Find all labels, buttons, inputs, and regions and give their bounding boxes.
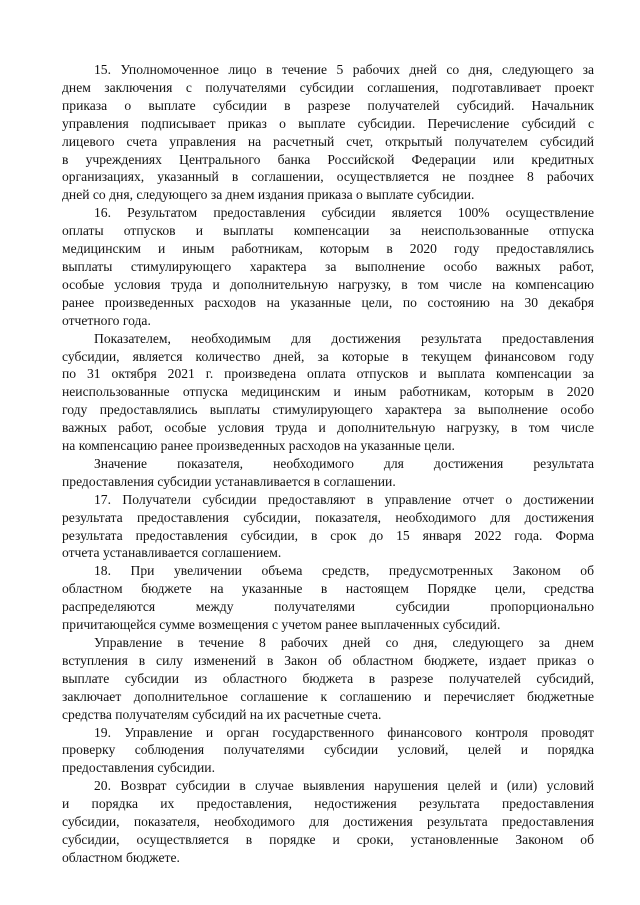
paragraph-19 (62, 724, 594, 778)
text-line: днем заключения с получателями субсидии соглашения, подготавливает проект (62, 79, 594, 95)
text-line: дней со дня, следующего за днем издания приказа о выплате субсидии. (62, 187, 475, 203)
text-line: особые условия труда и дополнительную нагрузку, в том числе на компенсацию (62, 276, 594, 292)
text-line: заключает дополнительное соглашение к соглашению и перечисляет бюджетные (62, 688, 594, 704)
paragraph-16 (62, 204, 594, 329)
text-line: проверку соблюдения получателями субсидии условий, целей и порядка (62, 742, 594, 758)
text-line: вступления в силу изменений в Закон об областном бюджете, издает приказ о (62, 652, 594, 668)
text-line: предоставления субсидии. (62, 760, 215, 776)
text-line: лицевого счета управления на расчетный счет, открытый получателем субсидий (62, 133, 594, 149)
text-line: выплате субсидии из областного бюджета в разрезе получателей субсидий, (62, 670, 594, 686)
text-line: субсидии, осуществляется в порядке и сроки, установленные Законом об (62, 831, 594, 847)
text-line: отчета устанавливается соглашением. (62, 545, 282, 561)
text-line: предоставления субсидии устанавливается в соглашении. (62, 473, 396, 489)
paragraph-17 (62, 491, 594, 563)
text-line: 16. Результатом предоставления субсидии является 100% осуществление (94, 205, 594, 221)
text-line: году предоставлялись выплаты стимулирующего характера за выполнение особо (62, 402, 594, 418)
text-line: на компенсацию ранее произведенных расходов на указанные цели. (62, 438, 455, 454)
paragraph-18 (62, 562, 594, 634)
text-line: оплаты отпусков и выплаты компенсации за неиспользованные отпуска (62, 223, 594, 239)
text-line: отчетного года. (62, 312, 151, 328)
paragraph-16-value (62, 455, 594, 491)
text-line: субсидии, показателя, необходимого для достижения результата предоставления (62, 814, 594, 830)
text-line: результата предоставления субсидии, показателя, необходимого для достижения (62, 509, 594, 525)
paragraph-15 (62, 61, 594, 204)
paragraph-16-indicator (62, 330, 594, 455)
text-line: 20. Возврат субсидии в случае выявления нарушения целей и (или) условий (94, 778, 594, 794)
paragraph-18-management (62, 634, 594, 724)
text-line: 19. Управление и орган государственного финансового контроля проводят (94, 724, 594, 740)
text-line: Значение показателя, необходимого для достижения результата (94, 455, 594, 471)
text-line: распределяются между получателями субсидии пропорционально (62, 599, 594, 615)
text-line: организациях, указанный в соглашении, осуществляется не позднее 8 рабочих (62, 169, 594, 185)
text-line: Показателем, необходимым для достижения результата предоставления (94, 330, 594, 346)
text-line: Управление в течение 8 рабочих дней со дня, следующего за днем (94, 635, 594, 650)
text-line: результата предоставления субсидии, в срок до 15 января 2022 года. Форма (62, 527, 594, 543)
text-line: выплаты стимулирующего характера за выполнение особо важных работ, (62, 258, 594, 274)
text-line: причитающейся сумме возмещения с учетом ранее выплаченных субсидий. (62, 617, 501, 633)
text-line: неиспользованные отпуска медицинским и иным работникам, которым в 2020 (62, 384, 594, 400)
text-line: медицинским и иным работникам, которым в 2020 году предоставлялись (62, 241, 594, 257)
text-line: 15. Уполномоченное лицо в течение 5 рабочих дней со дня, следующего за (94, 62, 594, 77)
text-line: средства получателям субсидий на их расчетные счета. (62, 706, 382, 722)
text-line: важных работ, особые условия труда и дополнительную нагрузку, в том числе (62, 420, 594, 436)
text-line: 17. Получатели субсидии предоставляют в управление отчет о достижении (94, 491, 594, 507)
text-line: областном бюджете на указанные в настоящем Порядке цели, средства (62, 581, 594, 597)
text-line: и порядка их предоставления, недостижения результата предоставления (62, 796, 594, 812)
text-line: управления подписывает приказ о выплате субсидии. Перечисление субсидий с (62, 115, 594, 131)
text-line: приказа о выплате субсидии в разрезе получателей субсидий. Начальник (62, 97, 594, 113)
text-line: 18. При увеличении объема средств, предусмотренных Законом об (94, 563, 594, 579)
paragraph-20 (62, 777, 594, 867)
text-line: ранее произведенных расходов на указанные цели, по состоянию на 30 декабря (62, 294, 594, 310)
document-body (62, 61, 594, 867)
text-line: субсидии, является количество дней, за которые в текущем финансовом году (62, 348, 594, 364)
text-line: в учреждениях Центрального банка Российской Федерации или кредитных (62, 151, 594, 167)
text-line: по 31 октября 2021 г. произведена оплата отпусков и выплата компенсации за (62, 366, 594, 382)
text-line: областном бюджете. (62, 849, 180, 865)
